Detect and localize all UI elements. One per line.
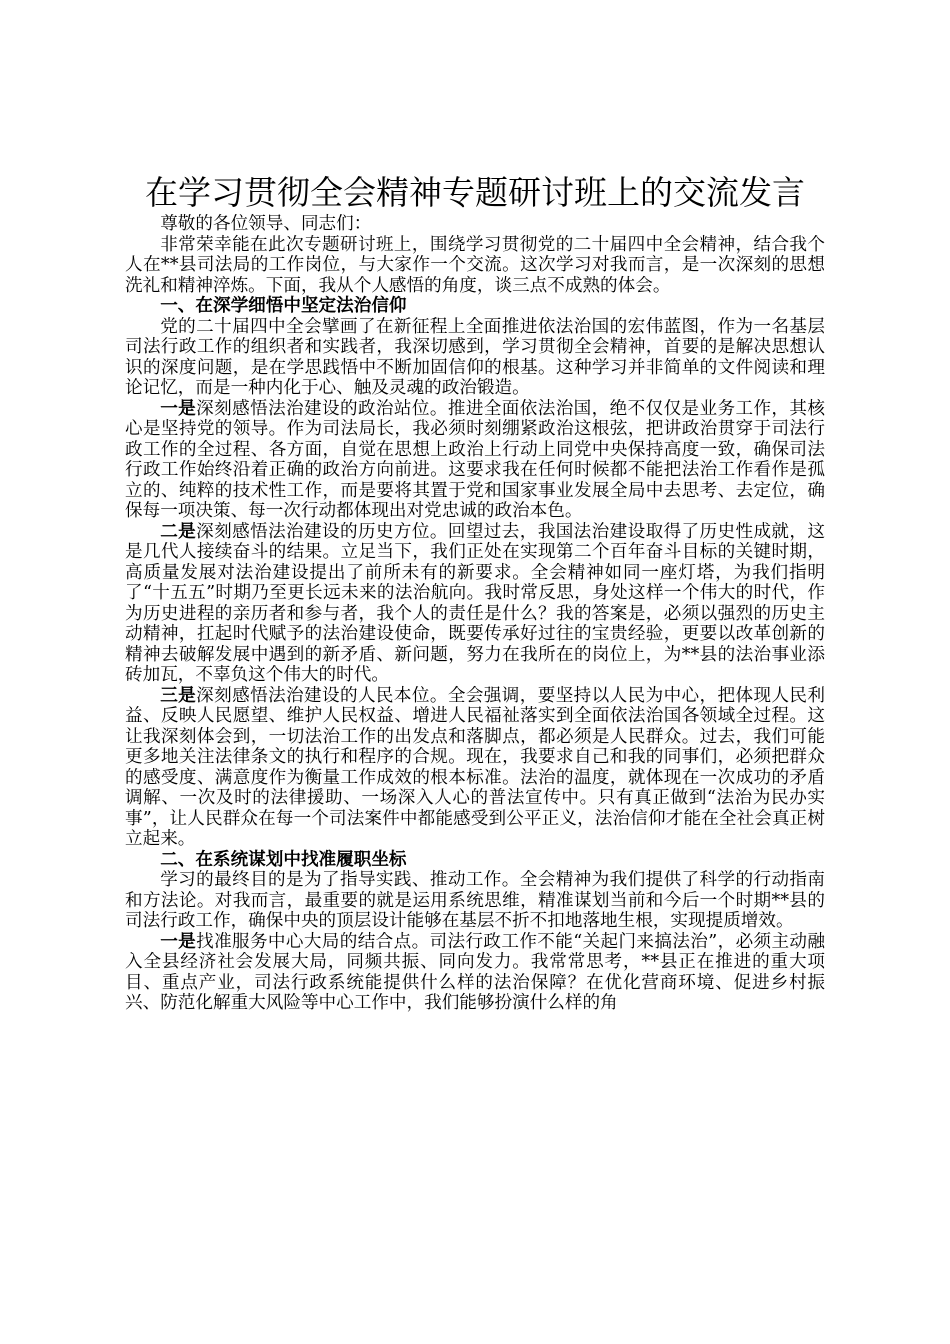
point-paragraph <box>125 399 825 522</box>
point-paragraph <box>125 932 825 1014</box>
point-text: 深刻感悟法治建设的人民本位。全会强调，要坚持以人民为中心，把体现人民利益、反映人民愿望、维护人民权益、增进人民福祉落实到全面依法治国各领域全过程。这让我深刻体会到，一切法治工作的出发点和落脚点，都必须是人民群众。过去，我们可能更多地关注法律条文的执行和程序的合规。现在，我要求自己和我的同事们，必须把群众的感受度、满意度作为衡量工作成效的根本标准。法治的温度，就体现在一次成功的矛盾调解、一次及时的法律援助、一场深入人心的普法宣传中。只有真正做到“法治为民办实事”，让人民群众在每一个司法案件中都能感受到公平正义，法治信仰才能在全社会真正树立起来。 <box>125 685 825 849</box>
point-lead: 三是 <box>160 684 197 706</box>
body-paragraph: 党的二十届四中全会擘画了在新征程上全面推进依法治国的宏伟蓝图，作为一名基层司法行政工作的组织者和实践者，我深切感到，学习贯彻全会精神，首要的是解决思想认识的深度问题，是在学思践悟中不断加固信仰的根基。这种学习并非简单的文件阅读和理论记忆，而是一种内化于心、触及灵魂的政治锻造。 <box>125 316 825 398</box>
point-lead: 二是 <box>160 520 197 542</box>
section-heading: 一、在深学细悟中坚定法治信仰 <box>160 295 407 316</box>
body-paragraph: 学习的最终目的是为了指导实践、推动工作。全会精神为我们提供了科学的行动指南和方法论。对我而言，最重要的就是运用系统思维，精准谋划当前和今后一个时期**县的司法行政工作，确保中央的顶层设计能够在基层不折不扣地落地生根，实现提质增效。 <box>125 870 825 931</box>
point-paragraph <box>125 522 825 686</box>
document-page <box>125 172 825 1014</box>
point-lead: 一是 <box>160 930 197 952</box>
point-text: 深刻感悟法治建设的政治站位。推进全面依法治国，绝不仅仅是业务工作，其核心是坚持党的领导。作为司法局长，我必须时刻绷紧政治这根弦，把讲政治贯穿于司法行政工作的全过程、各方面，自觉在思想上政治上行动上同党中央保持高度一致，确保司法行政工作始终沿着正确的政治方向前进。这要求我在任何时候都不能把法治工作看作是孤立的、纯粹的技术性工作，而是要将其置于党和国家事业发展全局中去思考、去定位，确保每一项决策、每一次行动都体现出对党忠诚的政治本色。 <box>125 398 825 521</box>
point-lead: 一是 <box>160 397 197 419</box>
point-text: 找准服务中心大局的结合点。司法行政工作不能“关起门来搞法治”，必须主动融入全县经济社会发展大局，同频共振、同向发力。我常常思考，**县正在推进的重大项目、重点产业，司法行政系统能提供什么样的法治保障？在优化营商环境、促进乡村振兴、防范化解重大风险等中心工作中，我们能够扮演什么样的角 <box>125 931 825 1013</box>
section-heading: 二、在系统谋划中找准履职坐标 <box>160 848 407 870</box>
point-text: 深刻感悟法治建设的历史方位。回望过去，我国法治建设取得了历史性成就，这是几代人接续奋斗的结果。立足当下，我们正处在实现第二个百年奋斗目标的关键时期，高质量发展对法治建设提出了前所未有的新要求。全会精神如同一座灯塔，为我们指明了“十五五”时期乃至更长远未来的法治航向。我时常反思，身处这样一个伟大的时代，作为历史进程的亲历者和参与者，我个人的责任是什么？我的答案是，必须以强烈的历史主动精神，扛起时代赋予的法治建设使命，既要传承好过往的宝贵经验，更要以改革创新的精神去破解发展中遇到的新矛盾、新问题，努力在我所在的岗位上，为**县的法治事业添砖加瓦，不辜负这个伟大的时代。 <box>125 521 825 685</box>
point-paragraph <box>125 686 825 850</box>
body-paragraph: 非常荣幸能在此次专题研讨班上，围绕学习贯彻党的二十届四中全会精神，结合我个人在**县司法局的工作岗位，与大家作一个交流。这次学习对我而言，是一次深刻的思想洗礼和精神淬炼。下面，我从个人感悟的角度，谈三点不成熟的体会。 <box>125 234 825 296</box>
salutation: 尊敬的各位领导、同志们： <box>160 214 372 234</box>
document-title: 在学习贯彻全会精神专题研讨班上的交流发言 <box>145 173 805 212</box>
